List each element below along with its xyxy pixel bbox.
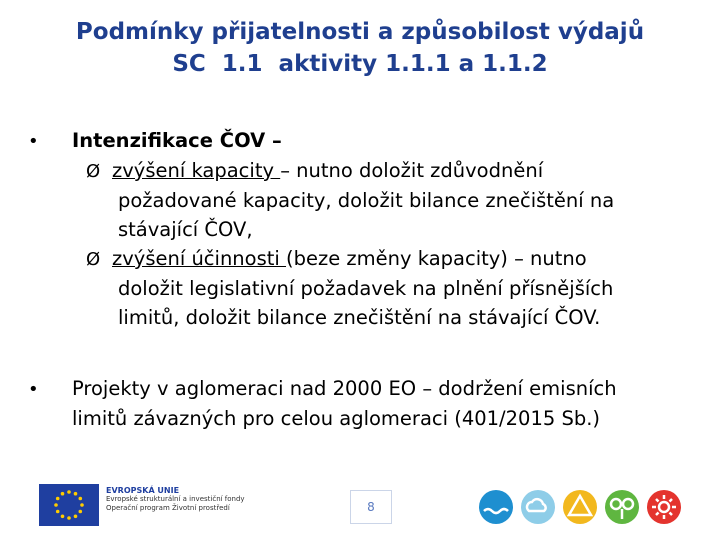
- bullet-dot: •: [28, 379, 39, 400]
- sub2-cont1: doložit legislativní požadavek na plnění přísnějších: [118, 277, 614, 300]
- tree-icon: [605, 490, 639, 524]
- sub2-rest: (beze změny kapacity) – nutno: [286, 247, 587, 270]
- arrow-bullet-icon: Ø: [86, 249, 101, 270]
- title-line-2: SC 1.1 aktivity 1.1.1 a 1.1.2: [172, 51, 548, 77]
- triangle-warning-icon: [563, 490, 597, 524]
- bullet2-line2: limitů závazných pro celou aglomeraci (401/2015 Sb.): [72, 407, 601, 430]
- eu-line-1: EVROPSKÁ UNIE: [106, 486, 180, 495]
- sub1-cont2: stávající ČOV,: [118, 218, 253, 241]
- bullet-heading: Intenzifikace ČOV –: [72, 129, 282, 152]
- sub1-underlined: zvýšení kapacity: [112, 159, 281, 182]
- bullet-intenzifikace: [28, 126, 708, 332]
- bullet-dot: •: [28, 131, 39, 152]
- bullet2-line1: Projekty v aglomeraci nad 2000 EO – dodržení emisních: [72, 377, 617, 400]
- page-number: 8: [350, 490, 392, 524]
- sub1-cont1: požadované kapacity, doložit bilance znečištění na: [118, 189, 615, 212]
- sub2-cont2: limitů, doložit bilance znečištění na stávající ČOV.: [118, 306, 601, 329]
- cloud-icon: [521, 490, 555, 524]
- sun-icon: [647, 490, 681, 524]
- bullet-projekty: [28, 374, 708, 433]
- sub1-rest: – nutno doložit zdůvodnění: [280, 159, 544, 182]
- arrow-bullet-icon: Ø: [86, 161, 101, 182]
- eu-line-3: Operační program Životní prostředí: [106, 504, 230, 512]
- sub2-underlined: zvýšení účinnosti: [112, 247, 287, 270]
- eu-text: [106, 486, 245, 513]
- water-drop-icon: [479, 490, 513, 524]
- slide-title: [0, 16, 720, 80]
- title-line-1: Podmínky přijatelnosti a způsobilost výdajů: [75, 19, 645, 45]
- eu-line-2: Evropské strukturální a investiční fondy: [106, 495, 245, 503]
- eu-flag-icon: [39, 484, 99, 526]
- program-logos: [472, 487, 692, 527]
